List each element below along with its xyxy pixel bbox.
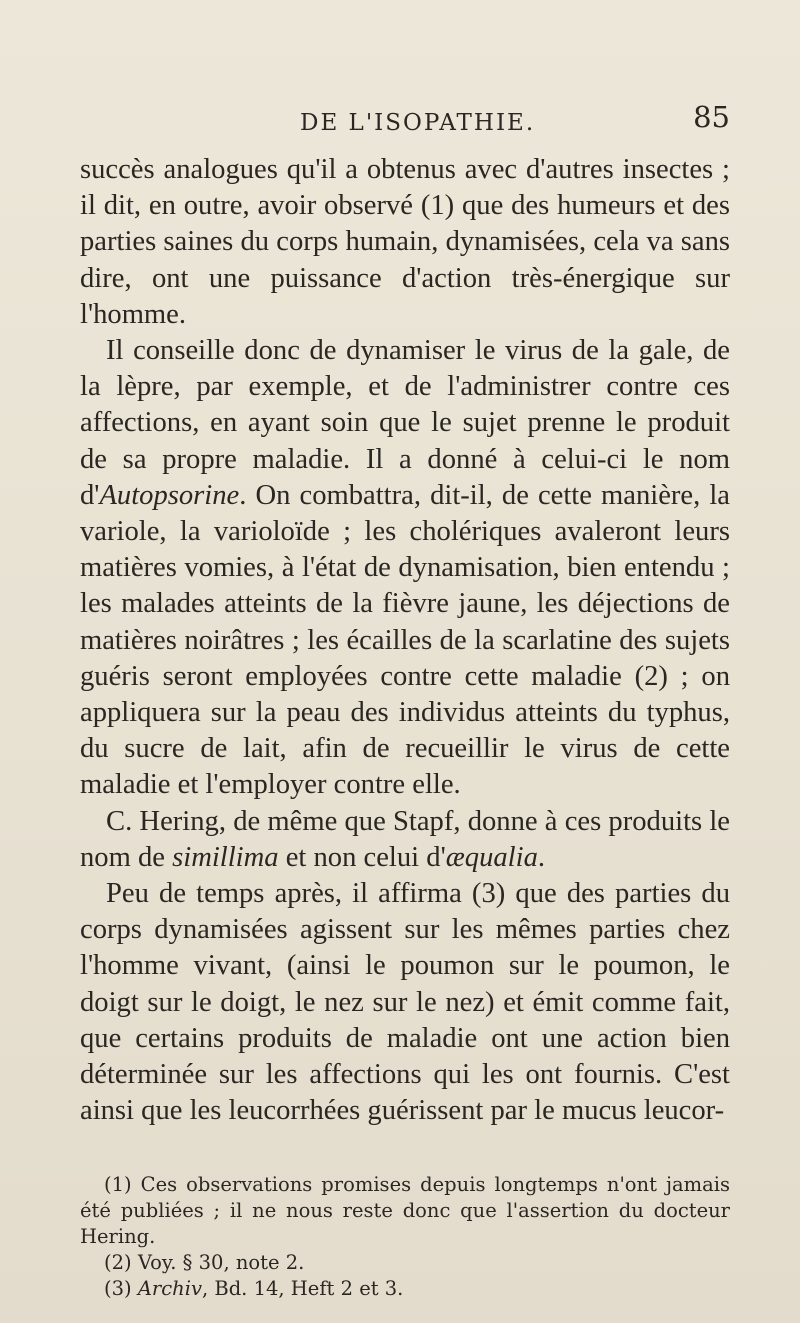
page-number: 85 (693, 100, 730, 134)
aequalia-term: æqualia (445, 841, 538, 873)
footnote-3-rest: , Bd. 14, Heft 2 et 3. (201, 1277, 404, 1300)
paragraph-3 (80, 804, 730, 876)
footnote-2: (2) Voy. § 30, note 2. (104, 1251, 305, 1274)
paragraph-2-text-a: Il conseille donc de dynamiser le virus de la gale, de la lèpre, par exemple, et de l'administrer contre ces affections, en ayant soin que le sujet prenne le produit de sa propre maladie. Il a donné à celui-ci le nom d' (80, 335, 730, 511)
footnotes (80, 1172, 730, 1302)
autopsorine-term: Autopsorine (99, 479, 240, 511)
paragraph-3-text-b: et non celui d' (278, 841, 446, 873)
paragraph-4: Peu de temps après, il affirma (3) que des parties du corps dynamisées agissent sur les mêmes parties chez l'homme vivant, (ainsi le poumon sur le poumon, le doigt sur le doigt, le nez sur le nez) et émit comme fait, que certains produits de maladie ont une action bien déterminée sur les affections qui les ont fournis. C'est ainsi que les leucorrhées guérissent par le mucus leucor- (80, 878, 730, 1127)
paragraph-2 (80, 333, 730, 804)
running-title: DE L'ISOPATHIE. (300, 110, 536, 136)
paragraph-3-text-a: C. Hering, de même que Stapf, donne à ces produits le nom de (80, 805, 730, 873)
simillima-term: simillima (172, 841, 279, 873)
footnote-1: (1) Ces observations promises depuis longtemps n'ont jamais été publiées ; il ne nous reste donc que l'assertion du docteur Hering. (80, 1173, 730, 1248)
paragraph-2-text-b: . On combattra, dit-il, de cette manière, la variole, la varioloïde ; les cholériques avaleront leurs matières vomies, à l'état de dynamisation, bien entendu ; les malades atteints de la fièvre jaune, les déjections de matières noirâtres ; les écailles de la scarlatine des sujets guéris seront employées contre cette maladie (2) ; on appliquera sur la peau des individus atteints du typhus, du sucre de lait, afin de recueillir le virus de cette maladie et l'employer contre elle. (80, 479, 730, 801)
page-header (80, 96, 730, 140)
footnote-3-number: (3) (104, 1277, 138, 1300)
body-text (80, 152, 730, 1129)
footnote-3 (80, 1276, 730, 1302)
footnote-3-source: Archiv (137, 1277, 202, 1300)
paragraph-3-text-c: . (537, 841, 546, 873)
paragraph-1: succès analogues qu'il a obtenus avec d'autres insectes ; il dit, en outre, avoir observé (1) que des humeurs et des parties saines du corps humain, dynamisées, cela va sans dire, ont une puissance d'action très-énergique sur l'homme. (80, 154, 730, 330)
